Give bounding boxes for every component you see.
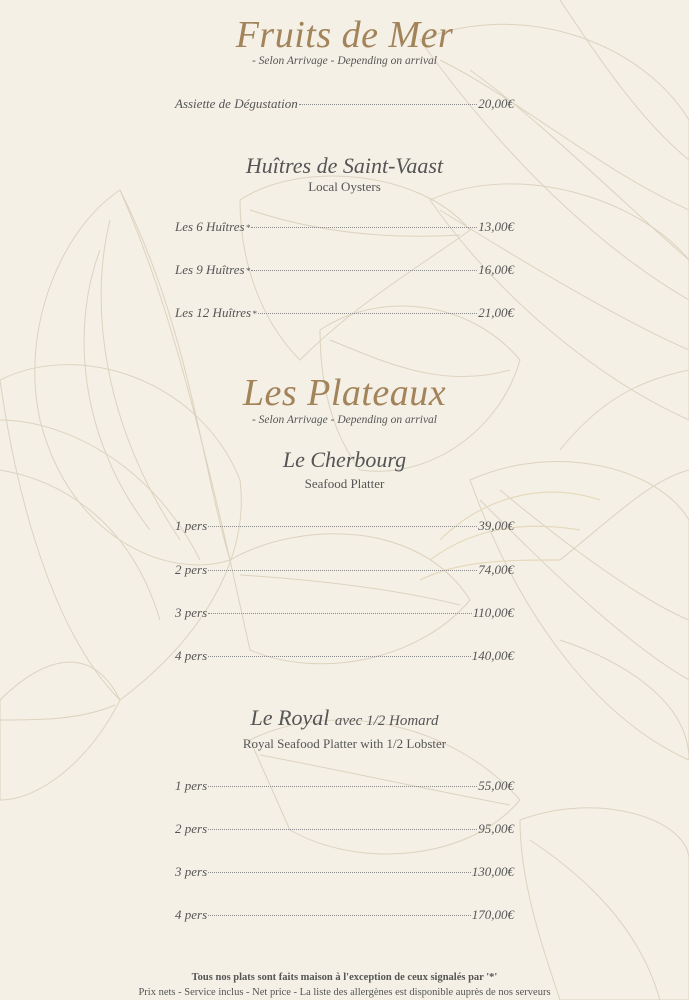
item-price: 140,00€ — [471, 648, 514, 663]
item-label: Les 9 Huîtres — [175, 262, 245, 277]
item-label: 4 pers — [175, 648, 208, 663]
menu-item-royal-4 — [175, 907, 514, 923]
subsection-title-huitres: Huîtres de Saint-Vaast — [245, 153, 444, 178]
item-label: Les 12 Huîtres — [175, 305, 252, 320]
section-title-les-plateaux: Les Plateaux — [242, 372, 447, 414]
menu-item-degustation — [175, 96, 514, 112]
subsection-desc-royal: Royal Seafood Platter with 1/2 Lobster — [242, 736, 447, 751]
footer-homemade-note: Tous nos plats sont faits maison à l'exception de ceux signalés par '*' — [191, 972, 498, 983]
item-label: 1 pers — [175, 778, 208, 793]
arrival-note: - Selon Arrivage - Depending on arrival — [251, 414, 438, 426]
leader-dots — [208, 655, 471, 657]
leader-dots — [208, 569, 477, 571]
homemade-exception-marker: * — [252, 309, 257, 319]
footer-price-note: Prix nets - Service inclus - Net price - La liste des allergènes est disponible auprès de nos serveurs — [138, 987, 551, 998]
leader-dots — [208, 612, 472, 614]
item-price: 110,00€ — [472, 605, 514, 620]
item-label: 2 pers — [175, 821, 208, 836]
item-label: 3 pers — [175, 605, 208, 620]
item-price: 95,00€ — [478, 821, 514, 836]
menu-item-cherbourg-2 — [175, 562, 514, 578]
menu-item-royal-1 — [175, 778, 514, 794]
item-price: 55,00€ — [478, 778, 514, 793]
item-label: Les 6 Huîtres — [175, 219, 245, 234]
item-price: 21,00€ — [478, 305, 514, 320]
item-label: 4 pers — [175, 907, 208, 922]
leader-dots — [251, 269, 477, 271]
subsection-desc-huitres: Local Oysters — [308, 179, 381, 194]
leader-dots — [208, 914, 471, 916]
menu-item-royal-3 — [175, 864, 514, 880]
leader-dots — [208, 871, 471, 873]
item-price: 13,00€ — [478, 219, 514, 234]
menu-item-huitres-9 — [175, 262, 514, 278]
menu-item-huitres-6 — [175, 219, 514, 235]
item-price: 16,00€ — [478, 262, 514, 277]
menu-item-huitres-12 — [175, 305, 514, 321]
menu-item-cherbourg-4 — [175, 648, 514, 664]
item-label: 1 pers — [175, 518, 208, 533]
leader-dots — [251, 226, 477, 228]
arrival-note: - Selon Arrivage - Depending on arrival — [251, 55, 438, 67]
leader-dots — [208, 828, 477, 830]
menu-item-cherbourg-1 — [175, 518, 514, 534]
royal-title: Le Royal — [250, 705, 330, 730]
homemade-exception-marker: * — [245, 266, 251, 276]
subsection-title-cherbourg: Le Cherbourg — [282, 447, 407, 472]
royal-title-suffix: avec 1/2 Homard — [334, 713, 439, 729]
section-title-fruits-de-mer: Fruits de Mer — [235, 14, 454, 56]
leader-dots — [258, 312, 478, 314]
item-price: 74,00€ — [478, 562, 514, 577]
item-label: 3 pers — [175, 864, 208, 879]
item-price: 170,00€ — [471, 907, 514, 922]
subsection-desc-cherbourg: Seafood Platter — [304, 476, 385, 491]
item-price: 39,00€ — [478, 518, 514, 533]
subsection-title-royal — [0, 707, 689, 729]
item-label: Assiette de Dégustation — [175, 96, 298, 111]
leader-dots — [208, 785, 477, 787]
menu-item-royal-2 — [175, 821, 514, 837]
leader-dots — [208, 525, 477, 527]
item-label: 2 pers — [175, 562, 208, 577]
item-price: 20,00€ — [478, 96, 514, 111]
homemade-exception-marker: * — [245, 223, 251, 233]
menu-item-cherbourg-3 — [175, 605, 514, 621]
item-price: 130,00€ — [471, 864, 514, 879]
leader-dots — [299, 103, 477, 105]
